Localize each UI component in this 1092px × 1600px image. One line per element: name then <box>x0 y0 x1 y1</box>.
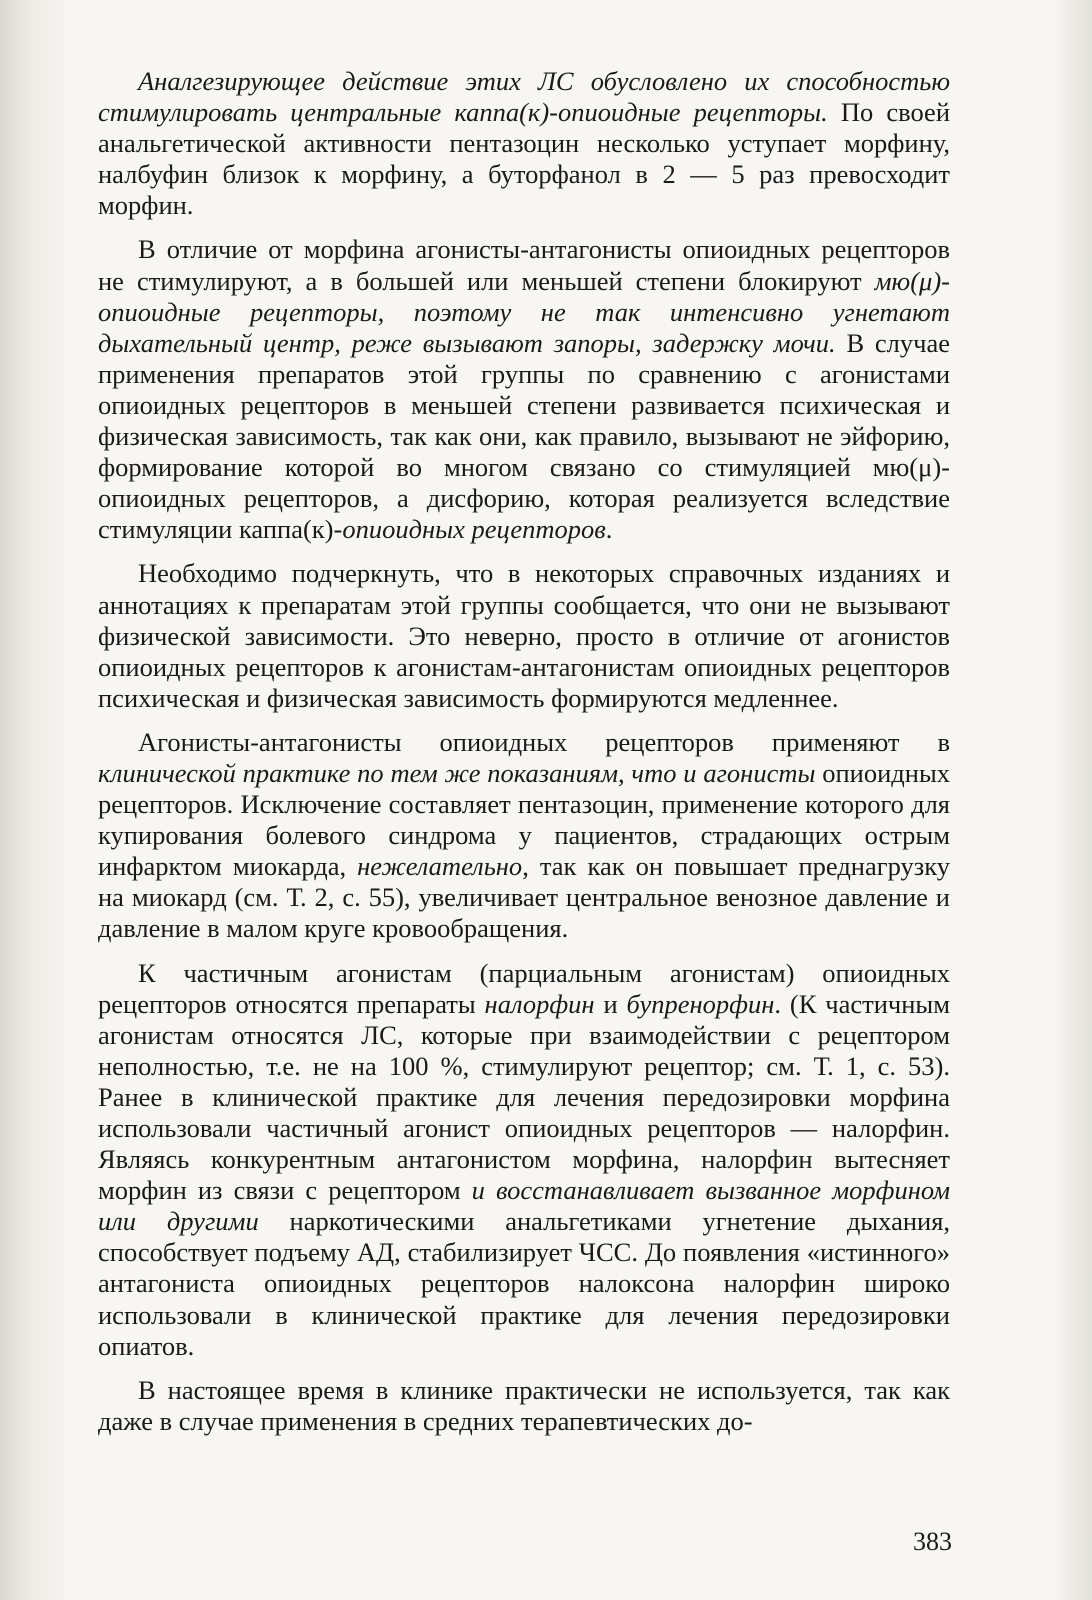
paragraph-5-run-2: налорфин <box>484 988 595 1019</box>
paragraph-2-run-1: В отличие от морфина агонисты-антагонисты опиоидных рецепторов не стимулируют, а в большей или меньшей степени блокируют <box>98 234 950 296</box>
paragraph-5-run-5: . (К частичным агонистам относятся ЛС, которые при взаимодействии с рецептором неполностью, т.е. не на 100 %, стимулируют рецептор; см. Т. 1, с. 53). Ранее в клинической практике для лечения передозировки морфина использовали частичный агонист опиоидных рецепторов — налорфин. Являясь конкурентным антагонистом морфина, налорфин вытесняет морфин из связи с рецептором <box>98 988 951 1206</box>
paragraph-2-run-4: опиоидных рецепторов <box>342 514 606 545</box>
paragraph-2-run-5: . <box>605 514 613 545</box>
paragraph-5-run-7: наркотическими анальгетиками угнетение дыхания, способствует подъему АД, стабилизирует ЧСС. До появления «истинного» антагониста опиоидных рецепторов налоксона налорфин широко использовали в клинической практике для лечения передозировки опиатов. <box>98 1206 951 1361</box>
paragraph-6 <box>98 1375 950 1437</box>
page-body <box>98 66 950 1450</box>
paragraph-1 <box>98 66 950 221</box>
scan-shadow-right <box>1052 0 1092 1600</box>
paragraph-5-run-3: и <box>594 988 627 1019</box>
paragraph-4 <box>98 727 950 945</box>
paragraph-5-run-1: К частичным агонистам (парциальным агонистам) опиоидных рецепторов относятся препараты <box>98 957 950 1019</box>
paragraph-5-run-4: бупренорфин <box>626 988 775 1019</box>
page-number: 383 <box>913 1527 952 1556</box>
paragraph-4-run-2: клинической практике по тем же показаниям, что и агонисты <box>98 757 816 788</box>
paragraph-4-run-1: Агонисты-антагонисты опиоидных рецепторов применяют в <box>138 726 950 757</box>
paragraph-5 <box>98 958 950 1362</box>
paragraph-2 <box>98 234 950 545</box>
scan-shadow-left <box>0 0 70 1600</box>
paragraph-1-run-1: Аналгезирующее действие этих ЛС обусловлено их способностью стимулировать центральные каппа(к)-опиоидные рецепторы. <box>98 66 950 128</box>
paragraph-3 <box>98 558 950 713</box>
paragraph-6-run-1: В настоящее время в клинике практически не используется, так как даже в случае применения в средних терапевтических до- <box>98 1374 950 1436</box>
paragraph-4-run-3: опиоидных рецепторов. Исключение составляет пентазоцин, применение которого для купирования болевого синдрома у пациентов, страдающих острым инфарктом миокарда, <box>98 757 950 882</box>
paragraph-2-run-3: В случае применения препаратов этой группы по сравнению с агонистами опиоидных рецепторов в меньшей степени развивается психическая и физическая зависимость, так как они, как правило, вызывают не эйфорию, формирование которой во многом связано со стимуляцией мю(μ)-опиоидных рецепторов, а дисфорию, которая реализуется вследствие стимуляции каппа(к)- <box>98 327 951 545</box>
paragraph-4-run-4: нежелательно <box>357 851 523 882</box>
paragraph-2-run-2: мю(μ)-опиоидные рецепторы, поэтому не так интенсивно угнетают дыхательный центр, реже вызывают запоры, задержку мочи. <box>98 265 950 358</box>
paragraph-4-run-5: , так как он повышает преднагрузку на миокард (см. Т. 2, с. 55), увеличивает центральное венозное давление и давление в малом круге кровообращения. <box>98 851 950 944</box>
paragraph-5-run-6: и восстанавливает вызванное морфином или другими <box>98 1175 950 1237</box>
paragraph-3-run-1: Необходимо подчеркнуть, что в некоторых справочных изданиях и аннотациях к препаратам этой группы сообщается, что они не вызывают физической зависимости. Это неверно, просто в отличие от агонистов опиоидных рецепторов к агонистам-антагонистам опиоидных рецепторов психическая и физическая зависимость формируются медленнее. <box>98 558 950 713</box>
paragraph-1-run-2: По своей анальгетической активности пентазоцин несколько уступает морфину, налбуфин близок к морфину, а буторфанол в 2 — 5 раз превосходит морфин. <box>98 97 950 221</box>
